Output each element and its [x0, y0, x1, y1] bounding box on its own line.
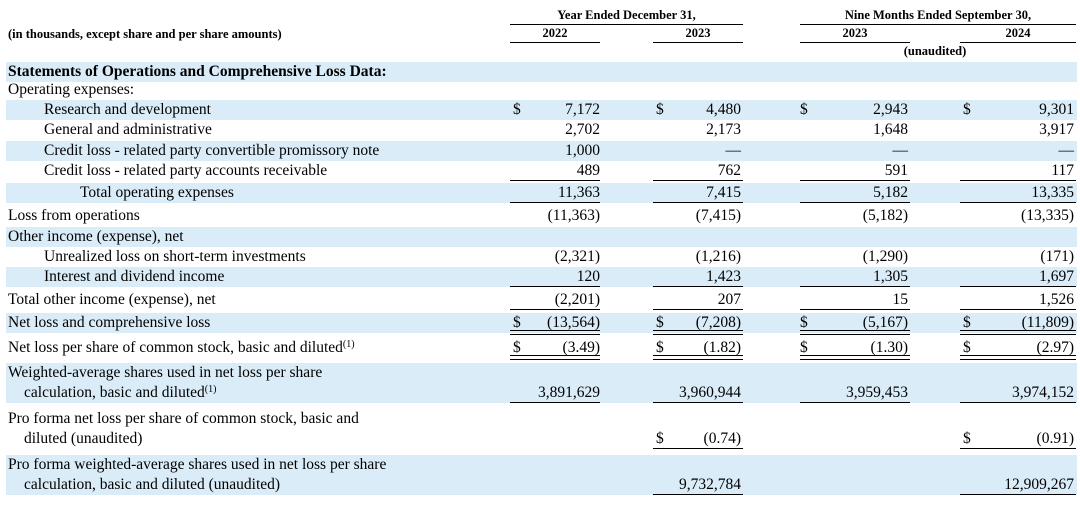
row-label [44, 267, 224, 287]
cell-value: (1.82) [703, 339, 741, 356]
cell-value: 5,182 [873, 184, 908, 201]
cell-value: (13,564) [547, 314, 600, 331]
double-underline [800, 355, 910, 360]
row-label-text-line2: diluted (unaudited) [24, 430, 143, 447]
cell-value: (171) [1040, 248, 1074, 265]
underline [960, 448, 1076, 449]
row-label-text: Total other income (expense), net [8, 291, 216, 308]
cell-value: 1,000 [565, 142, 600, 159]
underline [510, 180, 600, 181]
table-row [6, 313, 1077, 333]
cell-value: (5,167) [862, 314, 908, 331]
currency-symbol: $ [963, 101, 971, 118]
table-row [6, 100, 1077, 120]
currency-symbol: $ [963, 339, 971, 356]
cell-value: 3,974,152 [1012, 384, 1074, 401]
currency-symbol: $ [656, 101, 664, 118]
cell-value: 1,697 [1039, 268, 1074, 285]
underline [960, 402, 1076, 403]
cell-value: 9,732,784 [679, 476, 741, 493]
row-label [44, 161, 327, 181]
table-row [6, 227, 1077, 247]
cell-value: 120 [576, 268, 600, 285]
underline [800, 202, 910, 203]
row-label-text: Net loss per share of common stock, basic and diluted [8, 339, 343, 356]
underline [510, 402, 600, 403]
cell-value: 1,423 [706, 268, 741, 285]
double-underline [653, 330, 743, 335]
currency-symbol: $ [513, 314, 521, 331]
row-label [8, 227, 184, 247]
cell-value: 1,526 [1039, 291, 1074, 308]
cell-value: (1.30) [870, 339, 908, 356]
footnote-marker: (1) [204, 384, 217, 395]
row-label-text: Interest and dividend income [44, 268, 225, 285]
cell-value: (0.74) [703, 430, 741, 447]
cell-value: (2,201) [554, 291, 600, 308]
row-label-text: General and administrative [44, 121, 212, 138]
underline [653, 448, 743, 449]
col-header-2024: 2024 [1005, 26, 1031, 40]
cell-value: 12,909,267 [1004, 476, 1074, 493]
row-label-text: Pro forma net loss per share of common stock, basic and [8, 410, 359, 427]
underline [653, 494, 743, 495]
cell-value: 3,959,453 [846, 384, 908, 401]
cell-value: (3.49) [562, 339, 600, 356]
cell-value: 4,480 [706, 101, 741, 118]
cell-value: 7,172 [565, 101, 600, 118]
currency-symbol: $ [513, 339, 521, 356]
row-label [8, 62, 387, 82]
units-note: (in thousands, except share and per share amounts) [8, 27, 282, 41]
cell-value: 3,960,944 [679, 384, 741, 401]
row-label-text: Unrealized loss on short-term investments [44, 248, 306, 265]
cell-value: (11,809) [1021, 314, 1074, 331]
col-2022-underline [510, 42, 600, 43]
row-label-text: Total operating expenses [80, 184, 234, 201]
double-underline [653, 355, 743, 360]
table-row [6, 455, 1077, 495]
row-label-text: Credit loss - related party accounts receivable [44, 162, 328, 179]
currency-symbol: $ [963, 430, 971, 447]
currency-symbol: $ [800, 101, 808, 118]
header-nine-underline [800, 24, 1076, 25]
cell-value: 207 [717, 291, 741, 308]
cell-value: 15 [892, 291, 908, 308]
cell-value: 3,891,629 [538, 384, 600, 401]
row-label [8, 363, 322, 403]
table-row [6, 80, 1077, 100]
underline [960, 494, 1076, 495]
currency-symbol: $ [656, 430, 664, 447]
row-label-text: Statements of Operations and Comprehensive Loss Data: [8, 63, 387, 80]
row-label [44, 247, 306, 267]
cell-value: — [1058, 142, 1074, 159]
cell-value: (11,363) [547, 207, 600, 224]
cell-value: — [725, 142, 741, 159]
row-label-text: Net loss and comprehensive loss [8, 314, 211, 331]
header-year-underline [510, 24, 743, 25]
unaudited-note: (unaudited) [903, 44, 967, 58]
cell-value: (7,208) [695, 314, 741, 331]
table-row [6, 183, 1077, 203]
underline [510, 202, 600, 203]
col-2023-underline [653, 42, 743, 43]
row-label-text-line2: calculation, basic and diluted (unaudited) [24, 476, 281, 493]
table-row [6, 363, 1077, 403]
row-label-text: Other income (expense), net [8, 228, 184, 245]
col-header-2023-year: 2023 [685, 26, 711, 40]
table-row [6, 267, 1077, 287]
row-label [8, 338, 355, 358]
cell-value: (2,321) [554, 248, 600, 265]
cell-value: (1,290) [862, 248, 908, 265]
cell-value: 9,301 [1039, 101, 1074, 118]
underline [653, 180, 743, 181]
cell-value: 117 [1051, 162, 1074, 179]
double-underline [960, 355, 1076, 360]
cell-value: (7,415) [695, 207, 741, 224]
underline [960, 286, 1076, 287]
cell-value: (2.97) [1036, 339, 1074, 356]
cell-value: 7,415 [706, 184, 741, 201]
cell-value: 11,363 [557, 184, 600, 201]
row-label [8, 455, 386, 495]
row-label [44, 120, 212, 140]
underline [800, 402, 910, 403]
underline [960, 202, 1076, 203]
currency-symbol: $ [656, 314, 664, 331]
underline [653, 286, 743, 287]
cell-value: 2,702 [565, 121, 600, 138]
header-nine-months: Nine Months Ended September 30, [844, 8, 1032, 22]
cell-value: 13,335 [1031, 184, 1074, 201]
underline [510, 286, 600, 287]
table-row [6, 161, 1077, 181]
row-label-text: Pro forma weighted-average shares used in net loss per share [8, 456, 387, 473]
underline [653, 309, 743, 310]
row-label [8, 290, 216, 310]
double-underline [960, 330, 1076, 335]
currency-symbol: $ [800, 339, 808, 356]
double-underline [510, 330, 600, 335]
cell-value: 2,943 [873, 101, 908, 118]
row-label-text: Weighted-average shares used in net loss per share [8, 364, 323, 381]
header-year-ended: Year Ended December 31, [557, 8, 696, 22]
row-label-text: Research and development [44, 101, 211, 118]
double-underline [800, 330, 910, 335]
table-row [6, 338, 1077, 358]
row-label [80, 183, 234, 203]
underline [800, 180, 910, 181]
row-label-text: Operating expenses: [8, 81, 135, 98]
cell-value: (1,216) [695, 248, 741, 265]
cell-value: (5,182) [862, 207, 908, 224]
cell-value: — [892, 142, 908, 159]
row-label [8, 206, 140, 226]
table-row [6, 120, 1077, 140]
row-label-text: Credit loss - related party convertible promissory note [44, 142, 380, 159]
underline [960, 309, 1076, 310]
cell-value: 2,173 [706, 121, 741, 138]
table-row [6, 141, 1077, 161]
table-row [6, 62, 1077, 82]
col-header-2022: 2022 [542, 26, 568, 40]
cell-value: 489 [576, 162, 600, 179]
currency-symbol: $ [963, 314, 971, 331]
cell-value: 762 [717, 162, 741, 179]
col-2023-nine-underline [800, 42, 910, 43]
underline [800, 309, 910, 310]
row-label-text: Loss from operations [8, 207, 140, 224]
cell-value: 1,305 [873, 268, 908, 285]
underline [510, 309, 600, 310]
row-label [8, 409, 359, 449]
underline [653, 402, 743, 403]
row-label [8, 313, 210, 333]
row-label [8, 80, 134, 100]
table-row [6, 247, 1077, 267]
footnote-marker: (1) [342, 339, 355, 350]
table-row [6, 206, 1077, 226]
currency-symbol: $ [800, 314, 808, 331]
underline [960, 180, 1076, 181]
cell-value: 3,917 [1039, 121, 1074, 138]
table-row [6, 409, 1077, 449]
cell-value: 1,648 [873, 121, 908, 138]
cell-value: 591 [884, 162, 908, 179]
currency-symbol: $ [513, 101, 521, 118]
row-label [44, 100, 211, 120]
col-header-2023-nine: 2023 [842, 26, 868, 40]
row-label-text-line2: calculation, basic and diluted [24, 384, 205, 401]
cell-value: (0.91) [1036, 430, 1074, 447]
currency-symbol: $ [656, 339, 664, 356]
cell-value: (13,335) [1021, 207, 1074, 224]
row-label [44, 141, 379, 161]
col-2024-underline [960, 42, 1076, 43]
table-row [6, 290, 1077, 310]
double-underline [510, 355, 600, 360]
underline [800, 286, 910, 287]
underline [653, 202, 743, 203]
